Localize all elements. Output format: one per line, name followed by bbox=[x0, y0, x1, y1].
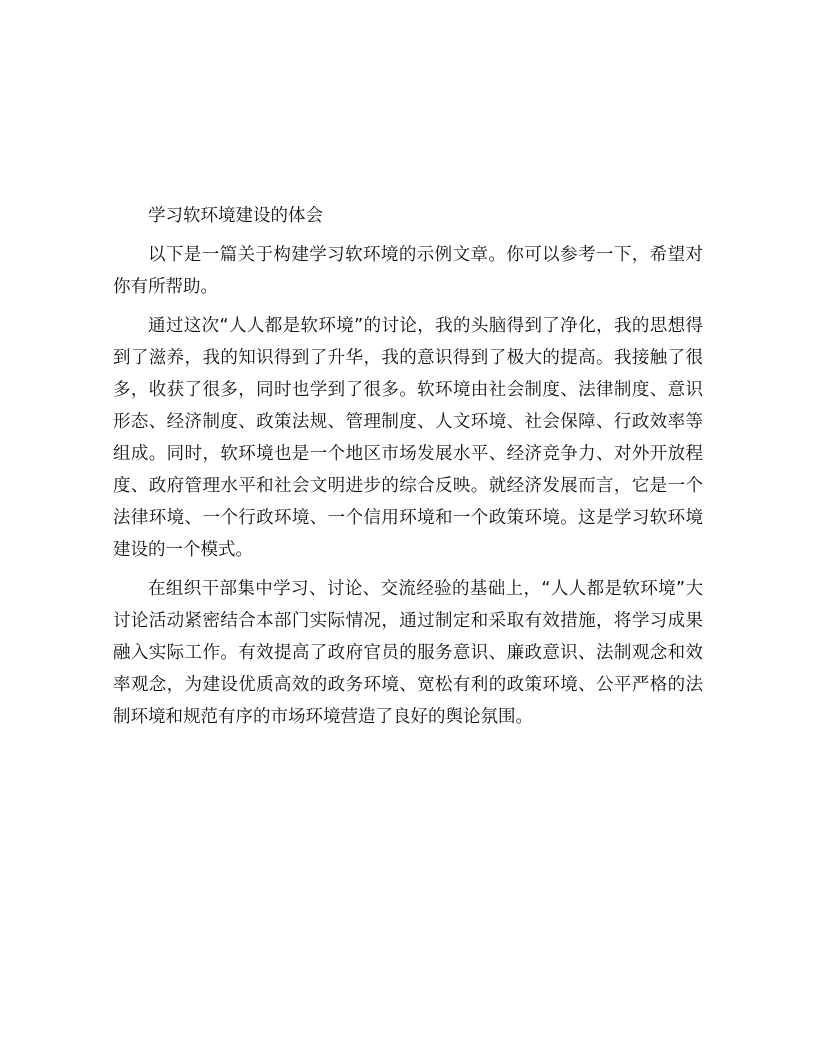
document-body bbox=[113, 200, 703, 740]
paragraph-intro: 以下是一篇关于构建学习软环境的示例文章。你可以参考一下，希望对你有所帮助。 bbox=[113, 245, 703, 297]
paragraph-discussion: 通过这次“人人都是软环境”的讨论，我的头脑得到了净化，我的思想得到了滋养，我的知识得到了升华，我的意识得到了极大的提高。我接触了很多，收获了很多，同时也学到了很多。软环境由社会制度、法律制度、意识形态、经济制度、政策法规、管理制度、人文环境、社会保障、行政效率等组成。同时，软环境也是一个地区市场发展水平、经济竞争力、对外开放程度、政府管理水平和社会文明进步的综合反映。就经济发展而言，它是一个法律环境、一个行政环境、一个信用环境和一个政策环境。这是学习软环境建设的一个模式。 bbox=[113, 316, 703, 560]
document-title: 学习软环境建设的体会 bbox=[148, 206, 323, 226]
paragraph-activities: 在组织干部集中学习、讨论、交流经验的基础上，“人人都是软环境”大讨论活动紧密结合本部门实际情况，通过制定和采取有效措施，将学习成果融入实际工作。有效提高了政府官员的服务意识、廉政意识、法制观念和效率观念，为建设优质高效的政务环境、宽松有利的政策环境、公平严格的法制环境和规范有序的市场环境营造了良好的舆论氛围。 bbox=[113, 579, 703, 727]
